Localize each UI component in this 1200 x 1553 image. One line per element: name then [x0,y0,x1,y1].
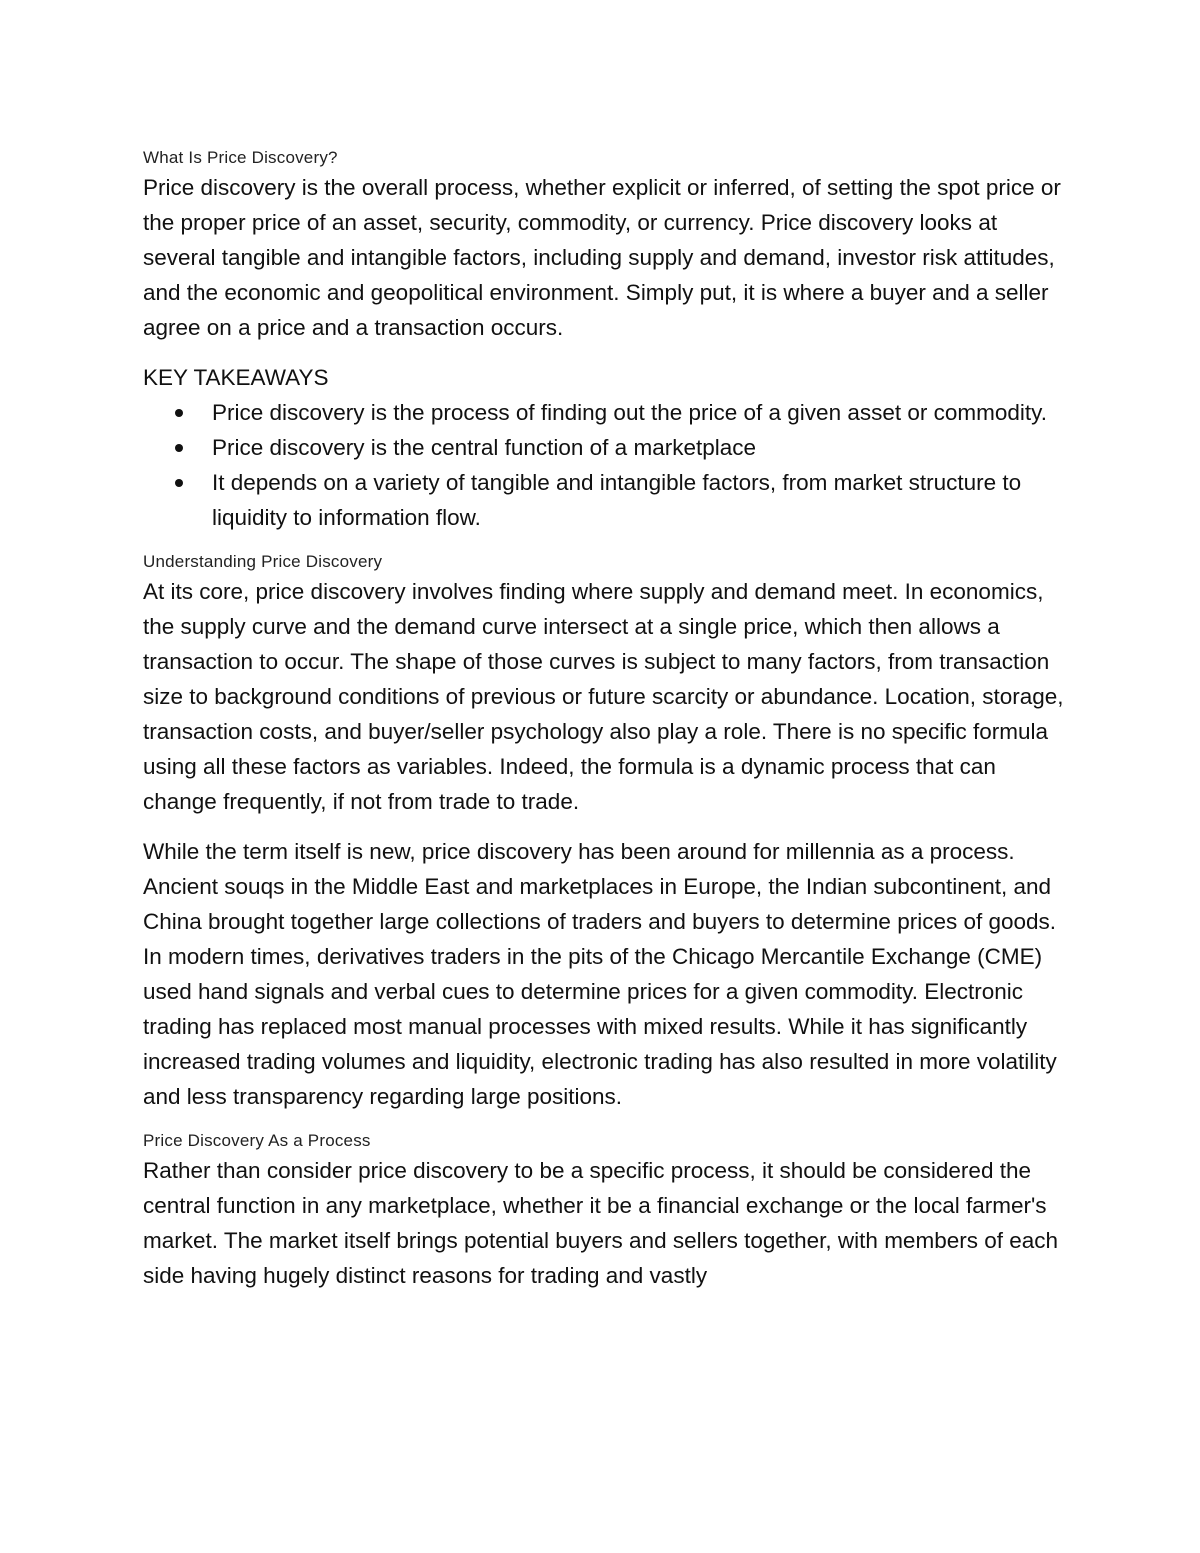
list-item-text: Price discovery is the process of finding out the price of a given asset or commodity. [212,400,1047,425]
paragraph-understanding-core: At its core, price discovery involves finding where supply and demand meet. In economics, the supply curve and the demand curve intersect at a single price, which then allows a transaction to occur. The shape of those curves is subject to many factors, from transaction size to background conditions of previous or future scarcity or abundance. Location, storage, transaction costs, and buyer/seller psychology also play a role. There is no specific formula using all these factors as variables. Indeed, the formula is a dynamic process that can change frequently, if not from trade to trade. [143,579,1064,814]
list-item [143,395,1073,430]
heading-key-takeaways: KEY TAKEAWAYS [143,365,329,390]
heading-understanding-price-discovery: Understanding Price Discovery [143,552,383,571]
list-item-text: Price discovery is the central function of a marketplace [212,435,756,460]
key-takeaways-list [143,395,1073,535]
heading-what-is-price-discovery: What Is Price Discovery? [143,148,338,167]
paragraph-definition: Price discovery is the overall process, whether explicit or inferred, of setting the spot price or the proper price of an asset, security, commodity, or currency. Price discovery looks at several tangible and intangible factors, including supply and demand, investor risk attitudes, and the economic and geopolitical environment. Simply put, it is where a buyer and a seller agree on a price and a transaction occurs. [143,175,1061,340]
list-item-text: It depends on a variety of tangible and intangible factors, from market structure to liquidity to information flow. [212,470,1022,530]
paragraph-as-process: Rather than consider price discovery to be a specific process, it should be considered the central function in any marketplace, whether it be a financial exchange or the local farmer's market. The market itself brings potential buyers and sellers together, with members of each side having hugely distinct reasons for trading and vastly [143,1158,1059,1288]
document-content [143,146,1073,1293]
list-item [143,465,1073,535]
bullet-icon [175,479,183,487]
heading-price-discovery-as-process: Price Discovery As a Process [143,1131,371,1150]
paragraph-history: While the term itself is new, price discovery has been around for millennia as a process. Ancient souqs in the Middle East and marketplaces in Europe, the Indian subcontinent, and China brought together large collections of traders and buyers to determine prices of goods. In modern times, derivatives traders in the pits of the Chicago Mercantile Exchange (CME) used hand signals and verbal cues to determine prices for a given commodity. Electronic trading has replaced most manual processes with mixed results. While it has significantly increased trading volumes and liquidity, electronic trading has also resulted in more volatility and less transparency regarding large positions. [143,839,1057,1109]
bullet-icon [175,444,183,452]
list-item [143,430,1073,465]
bullet-icon [175,409,183,417]
